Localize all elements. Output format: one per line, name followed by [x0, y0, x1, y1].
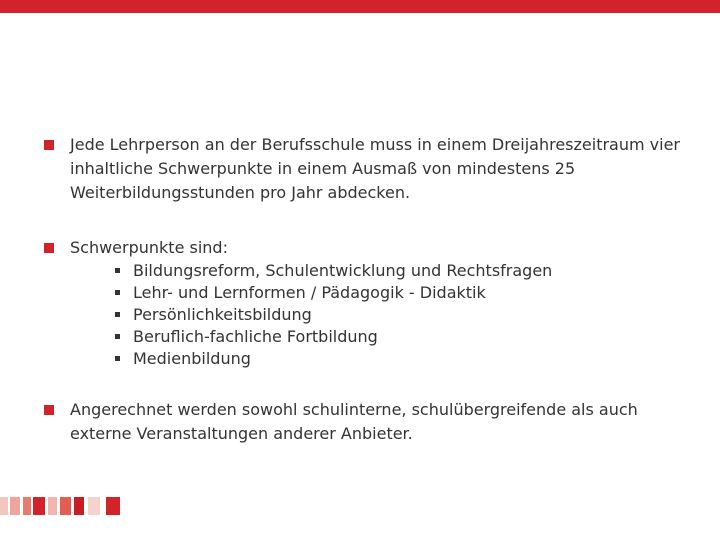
small-square-bullet-icon [115, 290, 120, 295]
sub-item-text: Beruflich-fachliche Fortbildung [133, 327, 378, 346]
sub-list-item [70, 348, 684, 370]
sub-item-text: Persönlichkeitsbildung [133, 305, 312, 324]
strip-segment [74, 497, 84, 515]
bullet-text: Jede Lehrperson an der Berufsschule muss in einem Dreijahreszeitraum vier inhaltliche Schwerpunkte in einem Ausmaß von mindestens 25 Weiterbildungsstunden pro Jahr abdecken. [70, 135, 680, 202]
sub-item-text: Lehr- und Lernformen / Pädagogik - Didaktik [133, 283, 486, 302]
strip-segment [33, 497, 45, 515]
bottom-color-strip [0, 497, 120, 515]
square-bullet-icon [44, 405, 54, 415]
small-square-bullet-icon [115, 312, 120, 317]
strip-segment [106, 497, 120, 515]
square-bullet-icon [44, 243, 54, 253]
bullet-text: Angerechnet werden sowohl schulinterne, schulübergreifende als auch externe Veranstaltungen anderer Anbieter. [70, 400, 638, 443]
bullet-text: Schwerpunkte sind: [70, 238, 228, 257]
strip-segment [10, 497, 20, 515]
bullet-item [44, 133, 684, 205]
sub-item-text: Bildungsreform, Schulentwicklung und Rechtsfragen [133, 261, 553, 280]
small-square-bullet-icon [115, 334, 120, 339]
strip-segment [0, 497, 8, 515]
strip-segment [48, 497, 57, 515]
top-accent-bar [0, 0, 720, 13]
strip-segment [23, 497, 31, 515]
strip-segment [88, 497, 100, 515]
sub-list-item [70, 282, 684, 304]
small-square-bullet-icon [115, 268, 120, 273]
square-bullet-icon [44, 140, 54, 150]
small-square-bullet-icon [115, 356, 120, 361]
slide-content [44, 133, 684, 446]
bullet-item [44, 398, 684, 446]
sub-list-item [70, 260, 684, 282]
sub-list-item [70, 304, 684, 326]
bullet-item [44, 236, 684, 370]
strip-segment [60, 497, 71, 515]
sub-list-item [70, 326, 684, 348]
sub-item-text: Medienbildung [133, 349, 251, 368]
